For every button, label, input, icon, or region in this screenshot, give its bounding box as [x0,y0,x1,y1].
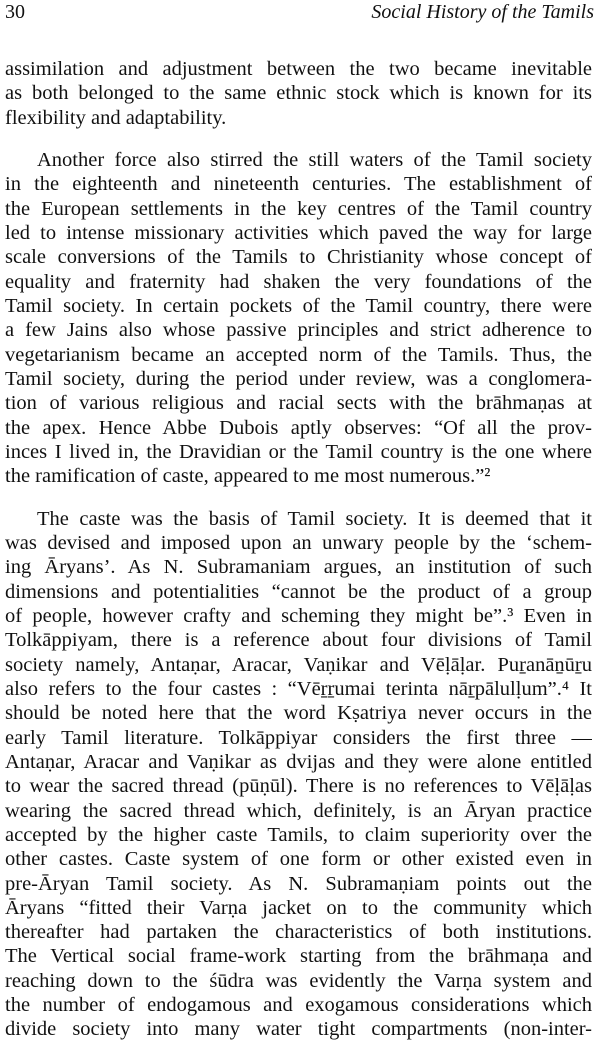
text-line: the apex. Hence Abbe Dubois aptly observes: “Of all the prov- [5,416,592,439]
text-line: accepted by the higher caste Tamils, to claim superiority over the [5,823,592,846]
text-line: early Tamil literature. Tolkāppiyar considers the first three — [5,726,592,749]
text-line: The Vertical social frame-work starting from the brāhmaṇa and [5,945,592,968]
text-line: the number of endogamous and exogamous considerations which [5,994,592,1017]
text-line: Tolkāppiyam, there is a reference about four divisions of Tamil [5,629,592,652]
text-line: Tamil society. In certain pockets of the Tamil country, there were [5,294,592,317]
page-header [5,0,594,30]
text-line: also refers to the four castes : “Vēṟṟumai terinta nāṟpālulḷum”.⁴ It [5,677,592,700]
text-line: Tamil society, during the period under review, was a conglomera- [5,367,592,390]
text-line: in the eighteenth and nineteenth centuries. The establishment of [5,173,592,196]
text-line: Another force also stirred the still waters of the Tamil society [37,148,592,171]
text-line: The caste was the basis of Tamil society. It is deemed that it [37,507,592,530]
text-line: the European settlements in the key centres of the Tamil country [5,197,592,220]
text-line: inces I lived in, the Dravidian or the Tamil country is the one where [5,440,592,463]
text-line: led to intense missionary activities which paved the way for large [5,221,592,244]
text-line: as both belonged to the same ethnic stock which is known for its [5,82,592,105]
text-line: was devised and imposed upon an unwary people by the ‘schem- [5,531,592,554]
text-line: a few Jains also whose passive principles and strict adherence to [5,319,592,342]
text-line: divide society into many water tight compartments (non-inter- [5,1018,592,1041]
text-line: assimilation and adjustment between the two became inevitable [5,58,592,80]
body-text [5,57,592,1042]
paragraph-2 [5,148,592,489]
text-line: Āryans “fitted their Varṇa jacket on to the community which [5,896,592,919]
text-line: pre-Āryan Tamil society. As N. Subramaṇiam points out the [5,872,592,895]
text-line: dimensions and potentialities “cannot be the product of a group [5,580,592,603]
text-line: to wear the sacred thread (pūṇūl). There is no references to Vēḷāḷas [5,775,592,798]
text-line: equality and fraternity had shaken the very foundations of the [5,270,592,293]
text-line: ing Āryans’. As N. Subramaniam argues, an institution of such [5,556,592,579]
paragraph-3 [5,507,592,1042]
text-line: flexibility and adaptability. [5,106,227,129]
paragraph-1 [5,57,592,130]
text-line: reaching down to the śūdra was evidently the Varṇa system and [5,969,592,992]
text-line: vegetarianism became an accepted norm of the Tamils. Thus, the [5,343,592,366]
text-line: of people, however crafty and scheming they might be”.³ Even in [5,604,592,627]
text-line: other castes. Caste system of one form or other existed even in [5,848,592,871]
running-title: Social History of the Tamils [371,1,594,23]
text-line: Antaṇar, Aracar and Vaṇikar as dvijas and they were alone entitled [5,750,592,773]
text-line: the ramification of caste, appeared to me most numerous.”² [5,465,491,488]
text-line: thereafter had partaken the characteristics of both institutions. [5,921,592,944]
text-line: society namely, Antaṇar, Aracar, Vaṇikar and Vēḷāḷar. Puṟanāṉūṟu [5,653,592,676]
page-number: 30 [5,1,25,23]
text-line: scale conversions of the Tamils to Christianity whose concept of [5,246,592,269]
text-line: should be noted here that the word Kṣatriya never occurs in the [5,702,592,725]
text-line: tion of various religious and racial sects with the brāhmaṇas at [5,392,592,415]
text-line: wearing the sacred thread which, definitely, is an Āryan practice [5,799,592,822]
